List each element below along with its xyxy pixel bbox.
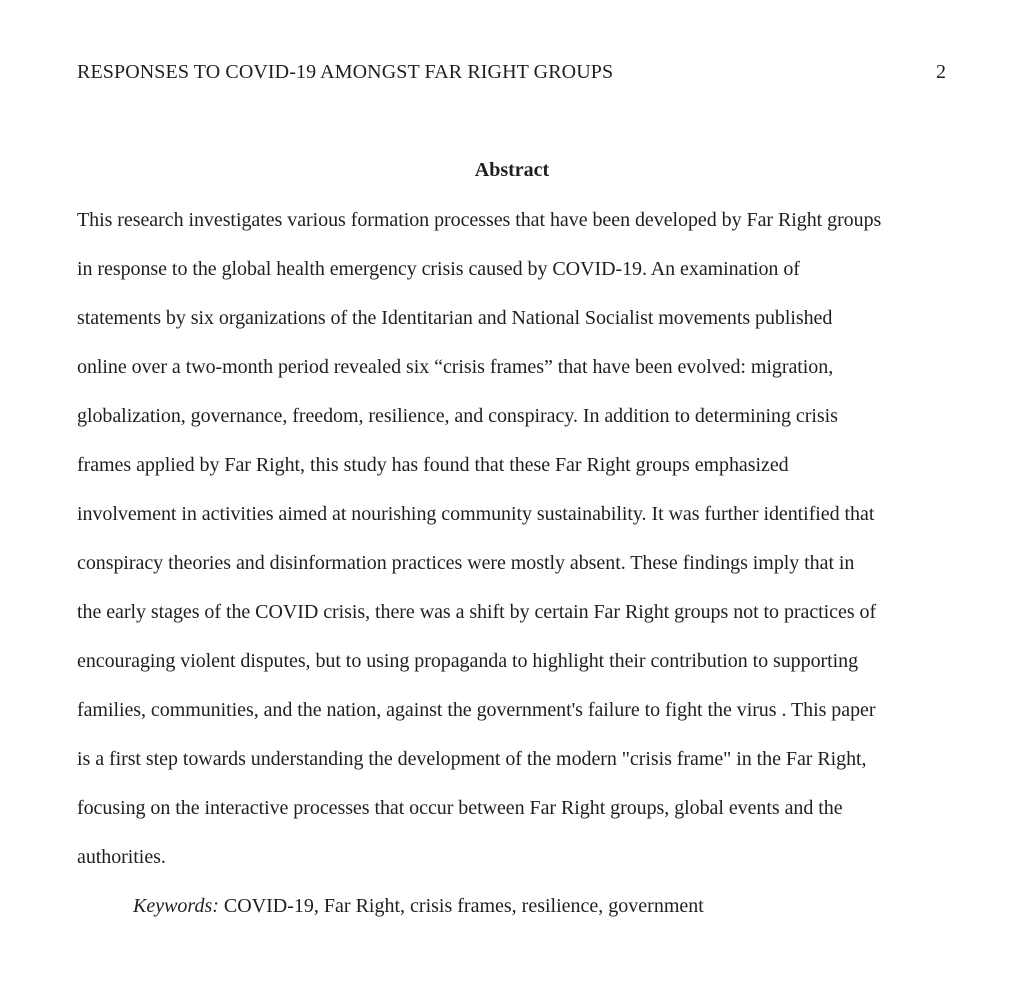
abstract-line: is a first step towards understanding the development of the modern "crisis frame" in the Far Right,	[77, 748, 867, 770]
abstract-line: globalization, governance, freedom, resilience, and conspiracy. In addition to determining crisis	[77, 405, 838, 427]
abstract-line: families, communities, and the nation, against the government's failure to fight the virus . This paper	[77, 699, 876, 721]
abstract-line: This research investigates various formation processes that have been developed by Far Right groups	[77, 209, 882, 231]
abstract-line: frames applied by Far Right, this study has found that these Far Right groups emphasized	[77, 454, 789, 476]
abstract-line: online over a two-month period revealed six “crisis frames” that have been evolved: migration,	[77, 356, 834, 378]
abstract-line: involvement in activities aimed at nourishing community sustainability. It was further identified that	[77, 503, 875, 525]
keywords-paragraph	[133, 882, 704, 931]
abstract-line: the early stages of the COVID crisis, there was a shift by certain Far Right groups not to practices of	[77, 601, 877, 623]
abstract-line: in response to the global health emergency crisis caused by COVID-19. An examination of	[77, 258, 800, 280]
running-head: RESPONSES TO COVID-19 AMONGST FAR RIGHT GROUPS	[77, 61, 614, 83]
abstract-body	[77, 196, 881, 882]
abstract-line: focusing on the interactive processes that occur between Far Right groups, global events and the	[77, 797, 843, 819]
abstract-heading: Abstract	[474, 159, 550, 181]
abstract-line: conspiracy theories and disinformation practices were mostly absent. These findings imply that in	[77, 552, 855, 574]
page-number: 2	[936, 61, 946, 83]
abstract-line: encouraging violent disputes, but to using propaganda to highlight their contribution to supporting	[77, 650, 859, 672]
keywords-text: COVID-19, Far Right, crisis frames, resilience, government	[218, 895, 704, 917]
abstract-line: statements by six organizations of the Identitarian and National Socialist movements published	[77, 307, 833, 329]
abstract-line: authorities.	[77, 846, 166, 868]
keywords-label: Keywords:	[133, 895, 219, 917]
